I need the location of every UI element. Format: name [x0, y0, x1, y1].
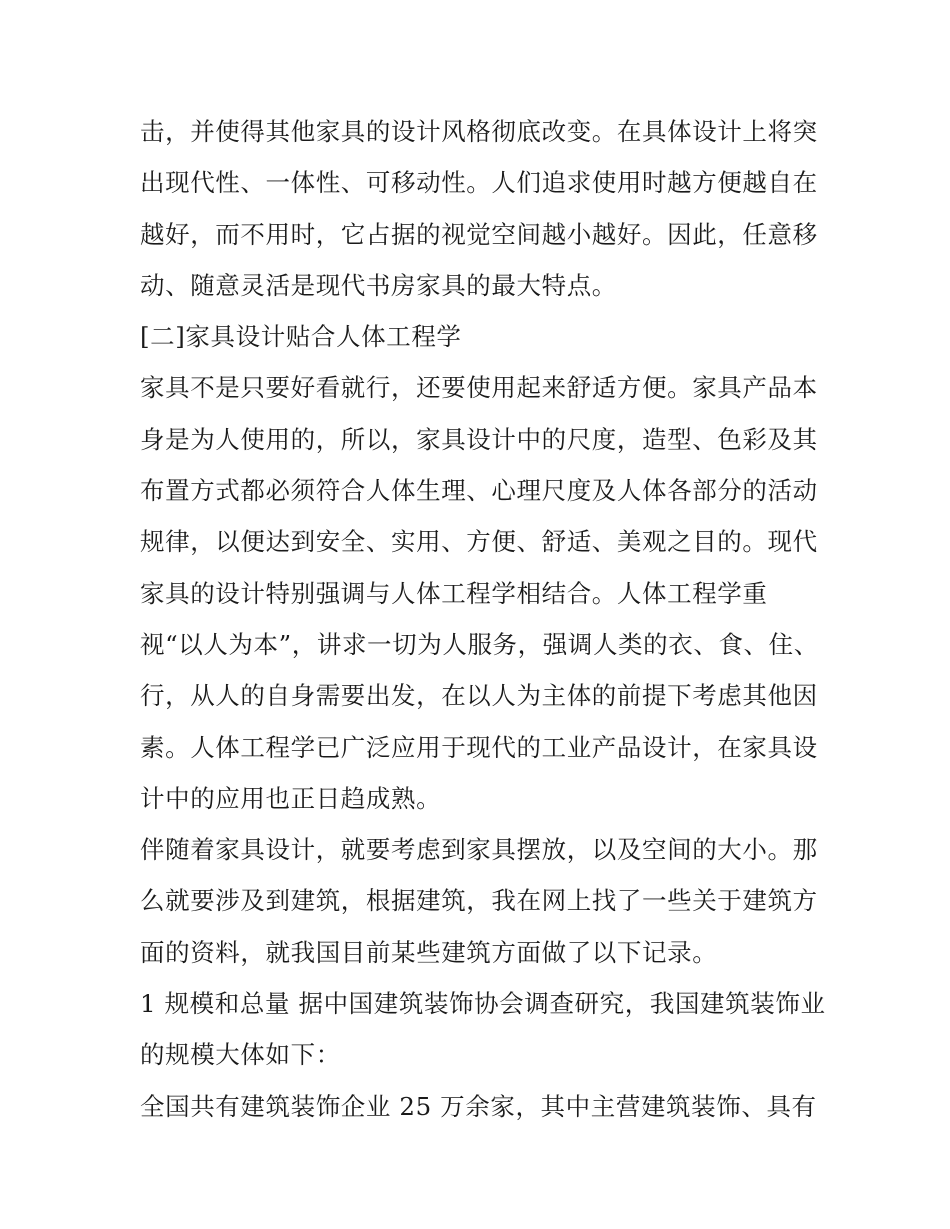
text-line-2: 出现代性、一体性、可移动性。人们追求使用时越方便越自在 [140, 168, 818, 198]
text-line-17: 面的资料，就我国目前某些建筑方面做了以下记录。 [140, 937, 718, 967]
document-body [140, 106, 826, 1132]
text-line-16: 么就要涉及到建筑，根据建筑，我在网上找了一些关于建筑方 [140, 886, 818, 916]
section-heading: [二]家具设计贴合人体工程学 [140, 322, 462, 352]
text-line-7: 身是为人使用的，所以，家具设计中的尺度，造型、色彩及其 [140, 424, 818, 454]
text-line-18: 1 规模和总量 据中国建筑装饰协会调查研究，我国建筑装饰业 [140, 989, 826, 1019]
text-line-11: 视“以人为本”，讲求一切为人服务，强调人类的衣、食、住、 [140, 629, 819, 659]
text-line-20: 全国共有建筑装饰企业 25 万余家，其中主营建筑装饰、具有 [140, 1091, 817, 1121]
text-line-6: 家具不是只要好看就行，还要使用起来舒适方便。家具产品本 [140, 373, 818, 403]
text-line-9: 规律，以便达到安全、实用、方便、舒适、美观之目的。现代 [140, 527, 818, 557]
text-line-1: 击，并使得其他家具的设计风格彻底改变。在具体设计上将突 [140, 117, 818, 146]
text-line-15: 伴随着家具设计，就要考虑到家具摆放，以及空间的大小。那 [140, 835, 818, 865]
text-line-3: 越好，而不用时，它占据的视觉空间越小越好。因此，任意移 [140, 219, 818, 249]
text-line-19: 的规模大体如下： [140, 1040, 341, 1070]
text-line-8: 布置方式都必须符合人体生理、心理尺度及人体各部分的活动 [140, 476, 818, 506]
text-line-13: 素。人体工程学已广泛应用于现代的工业产品设计，在家具设 [140, 732, 818, 762]
text-line-14: 计中的应用也正日趋成熟。 [140, 783, 442, 813]
text-line-10: 家具的设计特别强调与人体工程学相结合。人体工程学重 [140, 578, 768, 608]
text-line-4: 动、随意灵活是现代书房家具的最大特点。 [140, 270, 617, 300]
text-line-12: 行，从人的自身需要出发，在以人为主体的前提下考虑其他因 [140, 681, 818, 711]
